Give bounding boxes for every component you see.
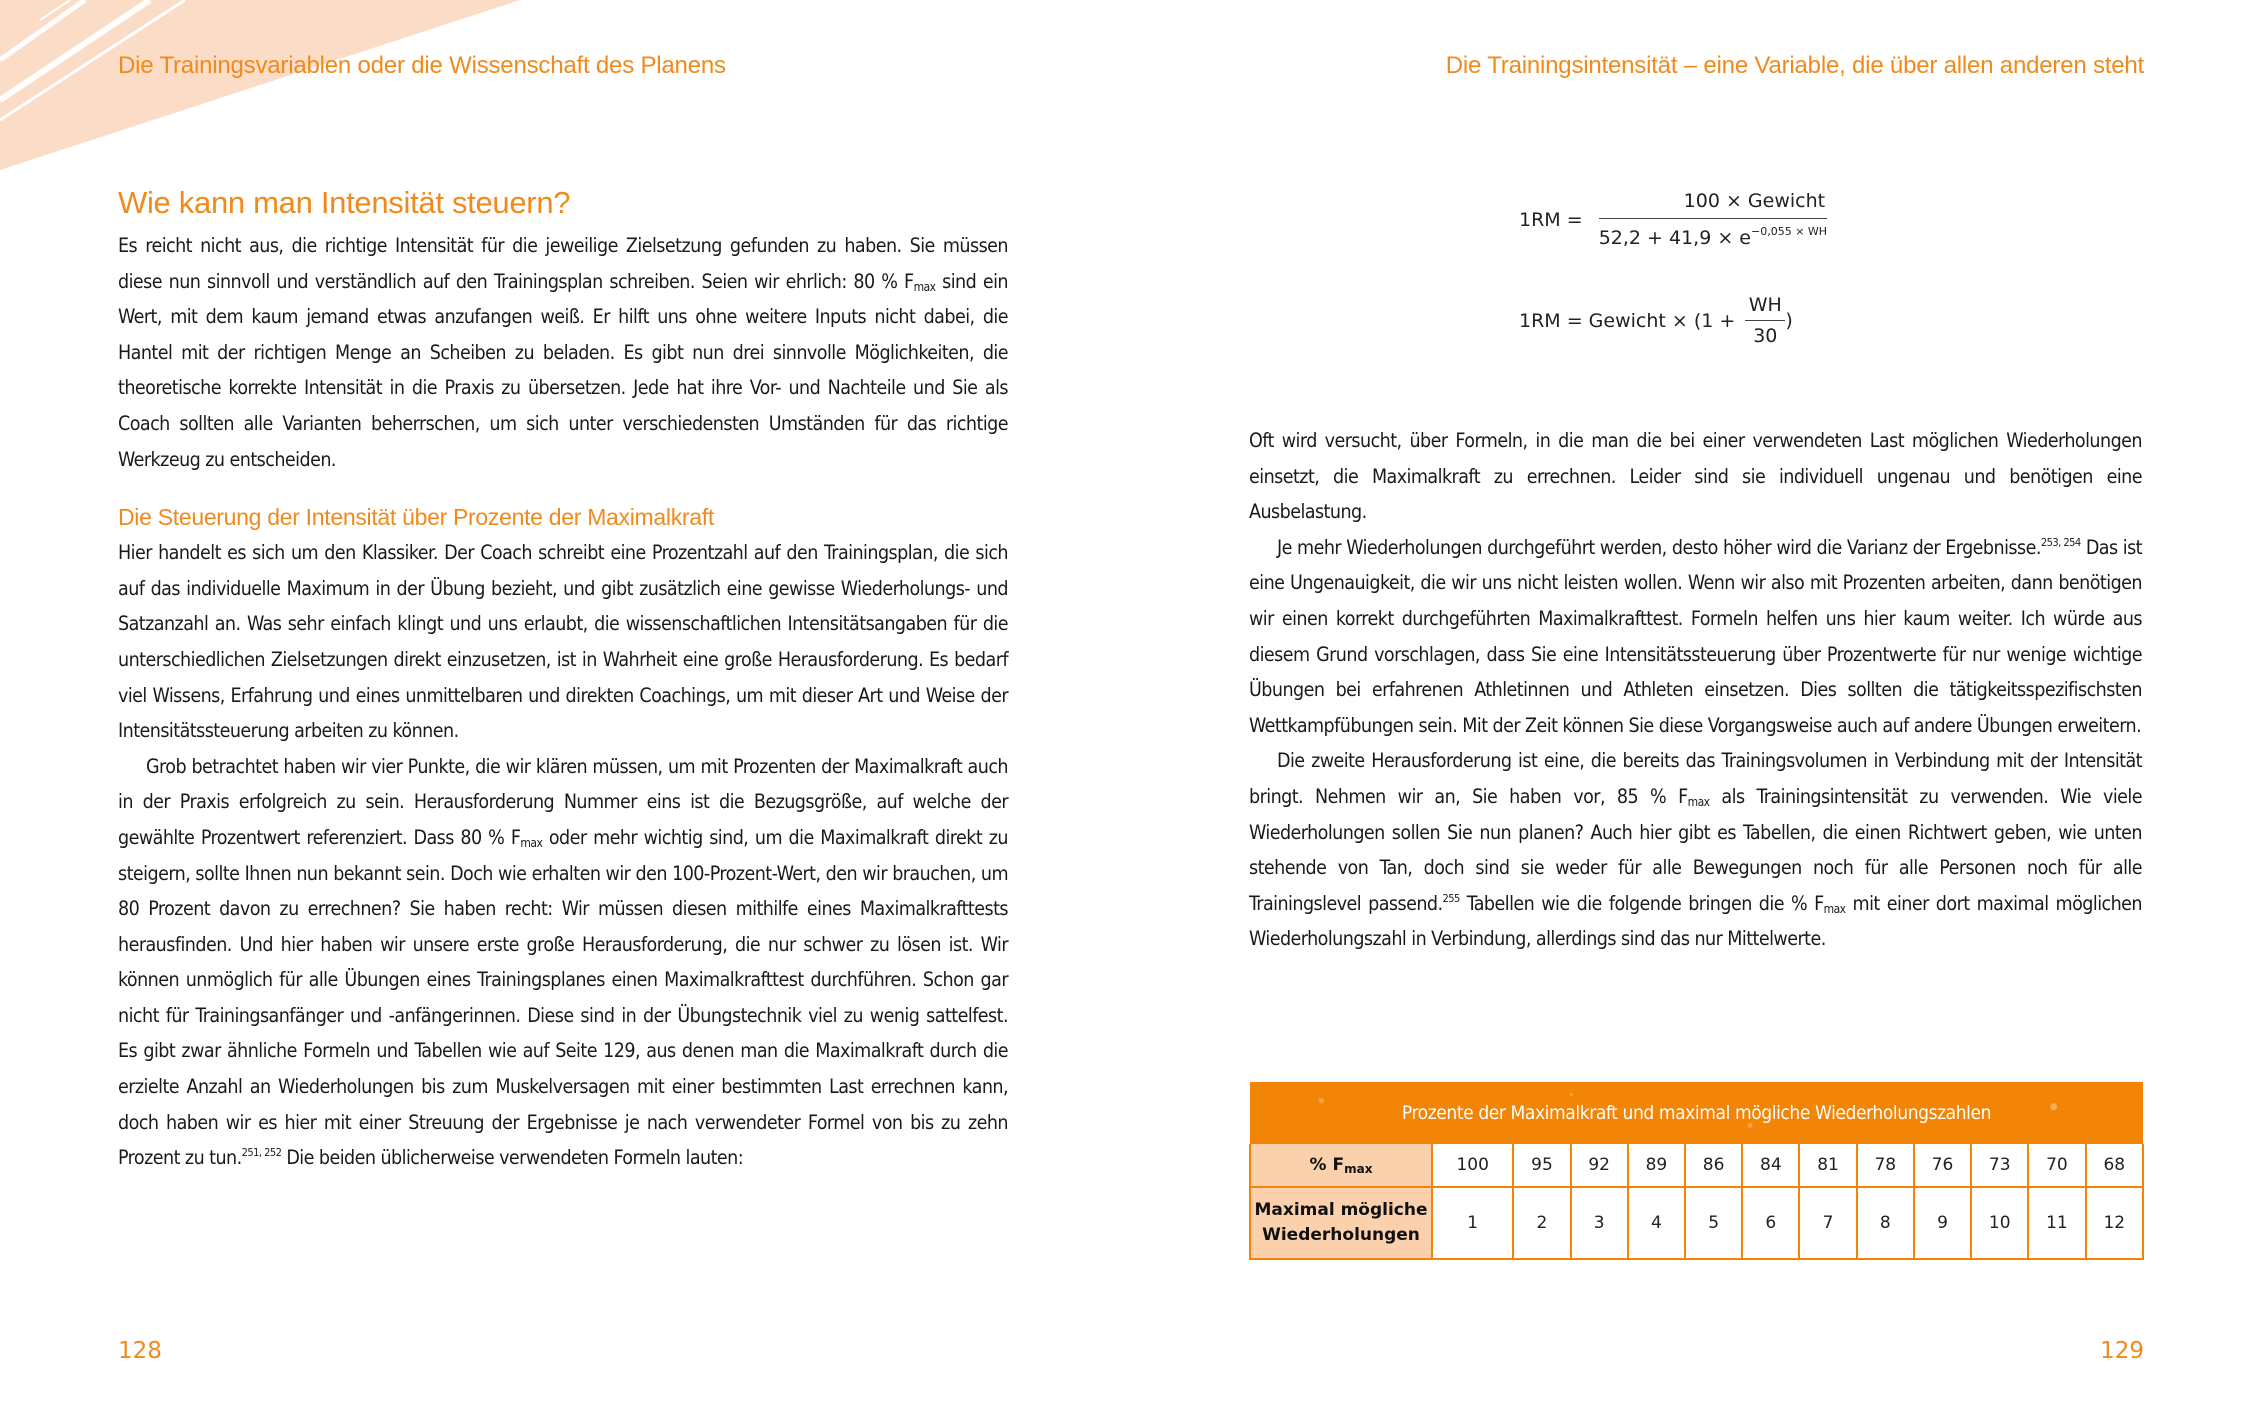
decorative-brush-stripes <box>0 0 520 170</box>
intro-paragraph: Es reicht nicht aus, die richtige Intensität für die jeweilige Zielsetzung gefunden zu haben. Sie müssen diese nun sinnvoll und verständlich auf den Trainingsplan schreiben. Seien wir ehrlich: 80 % $F_{max}$ sind ein Wert, mit dem kaum jemand etwas anzufangen weiß. Er hilft uns ohne weitere Inputs nicht dabei, die Hantel mit der richtigen Menge an Scheiben zu beladen. Es gibt nun drei sinnvolle Möglichkeiten, die theoretische korrekte Intensität in die Praxis zu übersetzen. Jede hat ihre Vor- und Nachteile und Sie als Coach sollten alle Varianten beherrschen, um sich unter verschiedensten Umständen für das richtige Werkzeug zu entscheiden. <box>118 234 1009 471</box>
table-row-percent <box>1250 1144 2143 1187</box>
table-cell: 100 <box>1432 1144 1513 1187</box>
table-cell: 11 <box>2028 1187 2085 1259</box>
table-cell: 73 <box>1971 1144 2028 1187</box>
table-cell: 92 <box>1571 1144 1628 1187</box>
footnote-ref: 251, 252 <box>241 1146 282 1160</box>
table-cell: 68 <box>2086 1144 2143 1187</box>
table-row-reps <box>1250 1187 2143 1259</box>
page-number-right: 129 <box>2100 1338 2144 1364</box>
footnote-ref: 255 <box>1442 891 1460 905</box>
table-cell: 12 <box>2086 1187 2143 1259</box>
right-page <box>1249 178 2142 957</box>
table-cell: 3 <box>1571 1187 1628 1259</box>
running-head-left: Die Trainingsvariablen oder die Wissenschaft des Planens <box>118 52 726 79</box>
table-cell: 6 <box>1742 1187 1799 1259</box>
table-title: Prozente der Maximalkraft und maximal mögliche Wiederholungszahlen <box>1250 1082 2143 1144</box>
table-cell: 84 <box>1742 1144 1799 1187</box>
table-cell: 1 <box>1432 1187 1513 1259</box>
table-cell: 5 <box>1685 1187 1742 1259</box>
percent-max-reps-table <box>1249 1082 2144 1260</box>
reps-table-container <box>1249 1082 2144 1260</box>
table-cell: 10 <box>1971 1187 2028 1259</box>
table-cell: 7 <box>1799 1187 1856 1259</box>
table-cell: 86 <box>1685 1144 1742 1187</box>
body-paragraph-1: Hier handelt es sich um den Klassiker. Der Coach schreibt eine Prozentzahl auf den Trainingsplan, die sich auf das individuelle Maximum in der Übung bezieht, und gibt zusätzlich eine gewisse Wiederholungs- und Satzanzahl an. Was sehr einfach klingt und uns erlaubt, die wissenschaftlichen Intensitätsangaben für die unterschiedlichen Zielsetzungen direkt einzusetzen, ist in Wahrheit eine große Herausforderung. Es bedarf viel Wissens, Erfahrung und eines unmittelbaren und direkten Coachings, um mit dieser Art und Weise der Intensitätssteuerung arbeiten zu können. <box>118 541 1008 743</box>
formula-epley: 1RM = Gewicht × (1 + $\frac{WH}{30}$ ) <box>1519 294 1793 347</box>
footnote-ref: 253, 254 <box>2040 535 2081 549</box>
running-head-right: Die Trainingsintensität – eine Variable, die über allen anderen steht <box>1445 52 2144 79</box>
body-paragraph-r2: Je mehr Wiederholungen durchgeführt werden, desto höher wird die Varianz der Ergebnisse.$^{253, 254}$ Das ist eine Ungenauigkeit, die wir uns nicht leisten wollen. Wenn wir also mit Prozenten arbeiten, dann benötigen wir einen korrekt durchgeführten Maximalkrafttest. Formeln helfen uns hier kaum weiter. Ich würde aus diesem Grund vorschlagen, dass Sie eine Intensitätssteuerung über Prozentwerte für nur wenige wichtige Übungen bei erfahrenen Athletinnen und Athleten einsetzen. Dies sollten die tätigkeitsspezifischsten Wettkampfübungen sein. Mit der Zeit können Sie diese Vorgangsweise auch auf andere Übungen erweitern. <box>1249 535 2142 737</box>
table-cell: 78 <box>1857 1144 1914 1187</box>
formula-block <box>1249 178 2142 423</box>
body-paragraph-r1: Oft wird versucht, über Formeln, in die man die bei einer verwendeten Last möglichen Wiederholungen einsetzt, die Maximalkraft zu errechnen. Leider sind sie individuell ungenau und benötigen eine Ausbelastung. <box>1249 429 2142 524</box>
body-paragraph-2: Grob betrachtet haben wir vier Punkte, die wir klären müssen, um mit Prozenten der Maximalkraft auch in der Praxis erfolgreich zu sein. Herausforderung Nummer eins ist die Bezugsgröße, auf welche der gewählte Prozentwert referenziert. Dass 80 % $F_{max}$ oder mehr wichtig sind, um die Maximalkraft direkt zu steigern, sollte Ihnen nun bekannt sein. Doch wie erhalten wir den 100-Prozent-Wert, den wir brauchen, um 80 Prozent davon zu errechnen? Sie haben recht: Wir müssen diesen mithilfe eines Maximalkrafttests herausfinden. Und hier haben wir unsere erste große Herausforderung, die nur schwer zu lösen ist. Wir können unmöglich für alle Übungen eines Trainingsplanes einen Maximalkrafttest durchführen. Schon gar nicht für Trainingsanfänger und -anfängerinnen. Diese sind in der Übungstechnik viel zu wenig sattelfest. Es gibt zwar ähnliche Formeln und Tabellen wie auf Seite 129, aus denen man die Maximalkraft durch die erzielte Anzahl an Wiederholungen bis zum Muskelversagen mit einer bestimmten Last errechnen kann, doch haben wir es hier mit einer Streuung der Ergebnisse je nach verwendeter Formel von bis zu zehn Prozent zu tun.$^{251, 252}$ Die beiden üblicherweise verwendeten Formeln lauten: <box>118 754 1008 1170</box>
row-label-percent: % $F_{max}$ <box>1250 1144 1432 1187</box>
formula-brzycki-like: 1RM = $\frac{\text{100 × Gewicht}}{52,2 + 41,9 \times e^{-0,055 \times WH}}$ <box>1519 190 1828 249</box>
table-cell: 89 <box>1628 1144 1685 1187</box>
table-cell: 9 <box>1914 1187 1971 1259</box>
table-cell: 76 <box>1914 1144 1971 1187</box>
section-title: Wie kann man Intensität steuern? <box>118 185 571 220</box>
table-cell: 70 <box>2028 1144 2085 1187</box>
table-cell: 4 <box>1628 1187 1685 1259</box>
table-cell: 81 <box>1799 1144 1856 1187</box>
left-page <box>118 180 1008 1176</box>
table-cell: 2 <box>1513 1187 1570 1259</box>
row-label-reps: Maximal mögliche Wiederholungen <box>1250 1187 1432 1259</box>
table-cell: 8 <box>1857 1187 1914 1259</box>
table-cell: 95 <box>1513 1144 1570 1187</box>
page-number-left: 128 <box>118 1338 162 1364</box>
body-paragraph-r3: Die zweite Herausforderung ist eine, die bereits das Trainingsvolumen in Verbindung mit der Intensität bringt. Nehmen wir an, Sie haben vor, 85 % $F_{max}$ als Trainingsintensität zu verwenden. Wie viele Wiederholungen sollen Sie nun planen? Auch hier gibt es Tabellen, die einen Richtwert geben, wie unten stehende von Tan, doch sind sie weder für alle Bewegungen noch für alle Personen noch für alle Trainingslevel passend.$^{255}$ Tabellen wie die folgende bringen die % $F_{max}$ mit einer dort maximal möglichen Wiederholungszahl in Verbindung, allerdings sind das nur Mittelwerte. <box>1249 749 2143 951</box>
subheading: Die Steuerung der Intensität über Prozente der Maximalkraft <box>118 504 714 531</box>
